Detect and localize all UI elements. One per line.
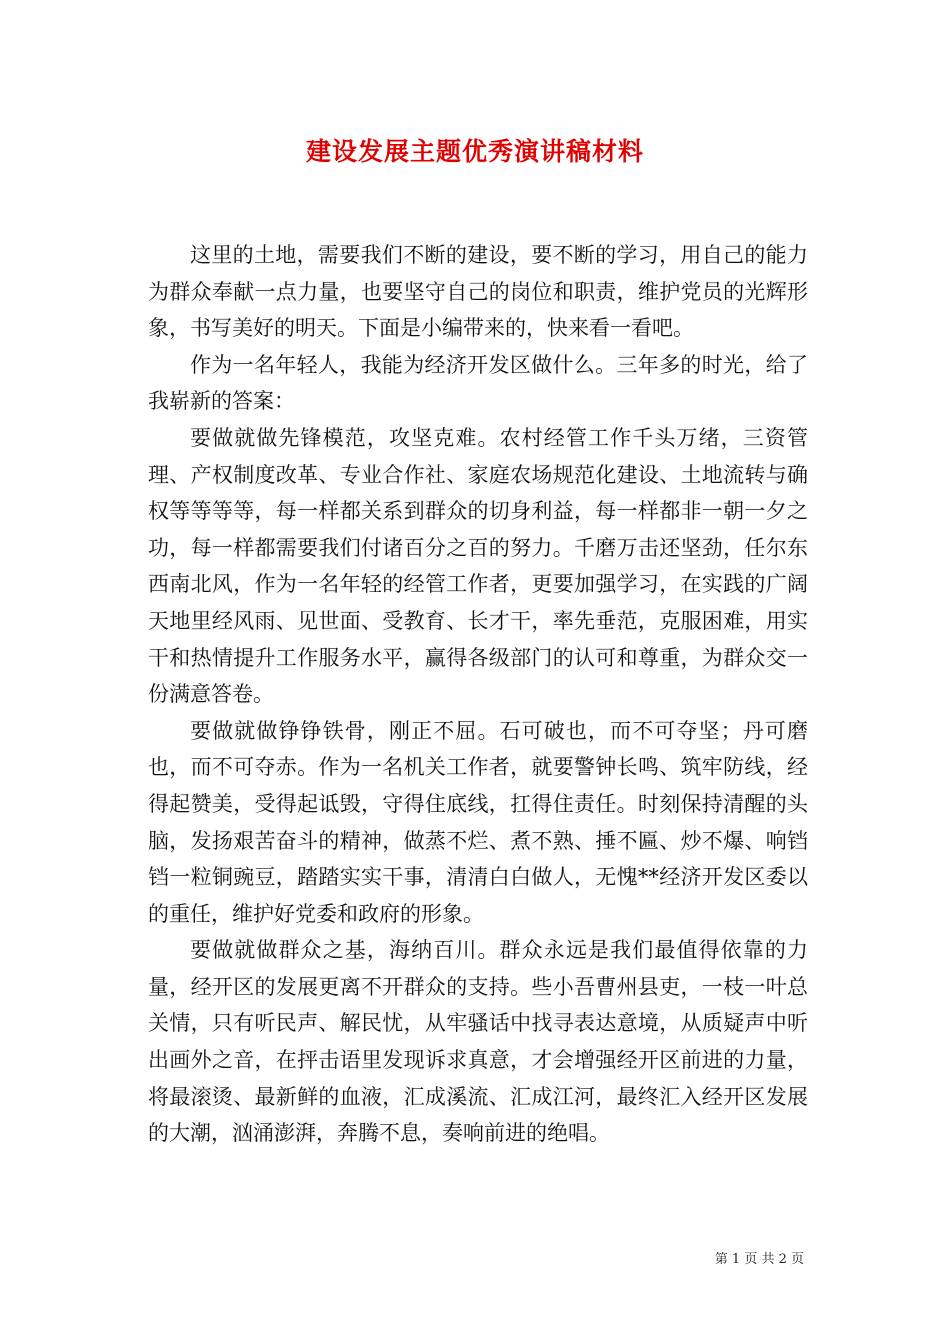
- paragraph-2: 作为一名年轻人，我能为经济开发区做什么。三年多的时光，给了我崭新的答案：: [148, 352, 808, 414]
- paragraph-5: 要做就做群众之基，海纳百川。群众永远是我们最值得依靠的力量，经开区的发展更离不开群众的支持。些小吾曹州县吏，一枝一叶总关情，只有听民声、解民忧，从牢骚话中找寻表达意境，从质疑声中听出画外之音，在抨击语里发现诉求真意，才会增强经开区前进的力量，将最滚烫、最新鲜的血液，汇成溪流、汇成江河，最终汇入经开区发展的大潮，汹涌澎湃，奔腾不息，奏响前进的绝唱。: [148, 938, 808, 1146]
- document-title: 建设发展主题优秀演讲稿材料: [305, 137, 644, 166]
- page-number-footer: 第 1 页 共 2 页: [714, 1252, 804, 1267]
- paragraph-3: 要做就做先锋模范，攻坚克难。农村经管工作千头万绪，三资管理、产权制度改革、专业合作社、家庭农场规范化建设、土地流转与确权等等等等，每一样都关系到群众的切身利益，每一样都非一朝一夕之功，每一样都需要我们付诸百分之百的努力。千磨万击还坚劲，任尔东西南北风，作为一名年轻的经管工作者，更要加强学习，在实践的广阔天地里经风雨、见世面、受教育、长才干，率先垂范，克服困难，用实干和热情提升工作服务水平，赢得各级部门的认可和尊重，为群众交一份满意答卷。: [148, 425, 808, 707]
- paragraph-1: 这里的土地，需要我们不断的建设，要不断的学习，用自己的能力为群众奉献一点力量，也要坚守自己的岗位和职责，维护党员的光辉形象，书写美好的明天。下面是小编带来的，快来看一看吧。: [148, 243, 808, 341]
- document-body: [148, 237, 808, 1152]
- paragraph-4: 要做就做铮铮铁骨，刚正不屈。石可破也，而不可夺坚；丹可磨也，而不可夺赤。作为一名机关工作者，就要警钟长鸣、筑牢防线，经得起赞美，受得起诋毁，守得住底线，扛得住责任。时刻保持清醒的头脑，发扬艰苦奋斗的精神，做蒸不烂、煮不熟、捶不匾、炒不爆、响铛铛一粒铜豌豆，踏踏实实干事，清清白白做人，无愧**经济开发区委以的重任，维护好党委和政府的形象。: [148, 718, 808, 926]
